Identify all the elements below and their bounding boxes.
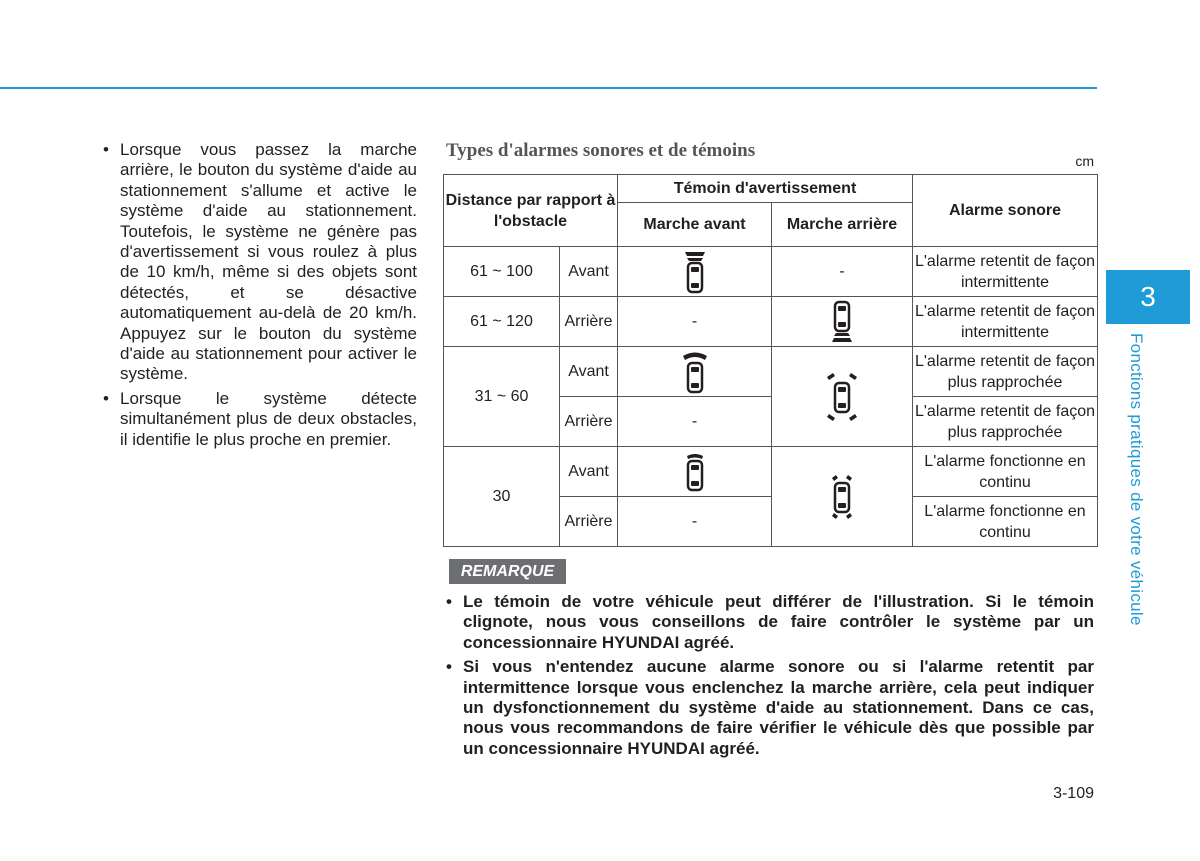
forward-cell: - <box>618 297 772 347</box>
car-all-near-icon <box>772 447 913 547</box>
car-front-near-icon <box>618 447 772 497</box>
header-rule <box>0 87 1097 89</box>
distance-cell: 30 <box>444 447 560 547</box>
table-row <box>444 297 1098 347</box>
page-number: 3-109 <box>1053 785 1094 802</box>
sensor-cell: Arrière <box>560 497 618 547</box>
sensor-cell: Avant <box>560 347 618 397</box>
alarm-cell: L'alarme retentit de façon plus rapprochée <box>913 397 1098 447</box>
remark-item: • Si vous n'entendez aucune alarme sonore ou si l'alarme retentit par intermittence lorsque vous enclenchez la marche arrière, cela peut indiquer un dysfonctionnement du système d'aide au stationnement. Dans ce cas, nous vous recommandons de faire vérifier le véhicule dès que possible par un concessionnaire HYUNDAI agréé. <box>446 657 1094 759</box>
car-all-mid-icon <box>772 347 913 447</box>
header-reverse: Marche arrière <box>772 203 913 247</box>
header-alarm: Alarme sonore <box>913 175 1098 247</box>
reverse-cell: - <box>772 247 913 297</box>
alarm-cell: L'alarme fonctionne en continu <box>913 447 1098 497</box>
header-forward: Marche avant <box>618 203 772 247</box>
table-row <box>444 247 1098 297</box>
car-front-mid-icon <box>618 347 772 397</box>
unit-label: cm <box>1075 153 1094 169</box>
table-row <box>444 447 1098 497</box>
alarm-cell: L'alarme retentit de façon intermittente <box>913 247 1098 297</box>
sensor-cell: Arrière <box>560 397 618 447</box>
sensor-cell: Avant <box>560 247 618 297</box>
bullet-item: • Lorsque le système détecte simultanément plus de deux obstacles, il identifie le plus proche en premier. <box>103 389 417 450</box>
remark-list <box>446 592 1094 763</box>
forward-cell: - <box>618 397 772 447</box>
table-row <box>444 347 1098 397</box>
forward-cell: - <box>618 497 772 547</box>
bullet-item: • Lorsque vous passez la marche arrière, le bouton du système d'aide au stationnement s'allume et active le système d'aide au stationnement. Toutefois, le système ne génère pas d'avertissement si vous roulez à plus de 10 km/h, même si des objets sont détectés, et se désactive automatiquement au-delà de 20 km/h. Appuyez sur le bouton du système d'aide au stationnement pour activer le système. <box>103 140 417 385</box>
sensor-cell: Avant <box>560 447 618 497</box>
alarm-cell: L'alarme fonctionne en continu <box>913 497 1098 547</box>
alarm-table <box>443 174 1098 547</box>
chapter-title: Fonctions pratiques de votre véhicule <box>1127 333 1146 626</box>
chapter-tab: 3 <box>1106 270 1190 324</box>
distance-cell: 61 ~ 120 <box>444 297 560 347</box>
table-title: Types d'alarmes sonores et de témoins <box>446 140 756 161</box>
sensor-cell: Arrière <box>560 297 618 347</box>
car-rear-far-icon <box>772 297 913 347</box>
distance-cell: 31 ~ 60 <box>444 347 560 447</box>
distance-cell: 61 ~ 100 <box>444 247 560 297</box>
remark-item: • Le témoin de votre véhicule peut différer de l'illustration. Si le témoin clignote, nous vous conseillons de faire contrôler le système par un concessionnaire HYUNDAI agréé. <box>446 592 1094 653</box>
car-front-far-icon <box>618 247 772 297</box>
bullet-list <box>103 140 417 450</box>
left-column <box>103 140 417 454</box>
remark-badge: REMARQUE <box>449 559 566 584</box>
header-distance: Distance par rapport à l'obstacle <box>444 175 618 247</box>
alarm-cell: L'alarme retentit de façon intermittente <box>913 297 1098 347</box>
header-indicator: Témoin d'avertissement <box>618 175 913 203</box>
alarm-cell: L'alarme retentit de façon plus rapprochée <box>913 347 1098 397</box>
